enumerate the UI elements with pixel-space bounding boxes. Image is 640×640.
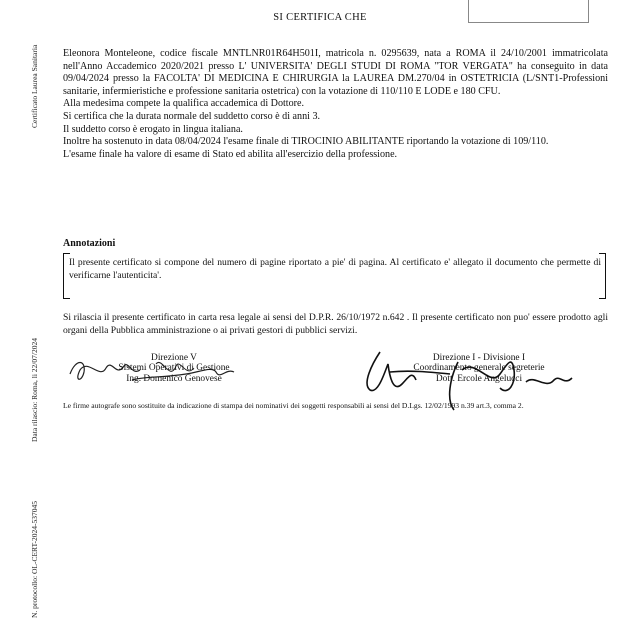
signature-left — [86, 353, 262, 384]
qualifica-line: Alla medesima compete la qualifica accademica di Dottore. — [63, 98, 305, 110]
durata-line: Si certifica che la durata normale del suddetto corso è di anni 3. — [63, 110, 321, 122]
main-paragraph: Eleonora Monteleone, codice fiscale MNTLNR01R64H501I, matricola n. 0295639, nata a ROMA il 24/10/2001 immatricolata nell'Anno Accademico 2020/2021 presso L' UNIVERSITA' DEGLI STUDI DI ROMA "TOR VERGATA" ha conseguito in data 09/04/2024 presso la FACOLTA' DI MEDICINA E CHIRURGIA la LAUREA DM.270/04 in OSTETRICIA (L/SNT1-Professioni sanitarie, infermieristiche e professione sanitaria ostetrica) con la votazione di 110/110 E LODE e 180 CFU. — [63, 48, 608, 97]
annotations-box — [63, 253, 606, 299]
tirocinio-paragraph: Inoltre ha sostenuto in data 08/04/2024 l'esame finale di TIROCINIO ABILITANTE riportando la votazione di 109/110. — [63, 136, 549, 148]
signature-right-name: Dott. Ercole Angelucci — [435, 373, 523, 384]
certificate-body — [63, 48, 608, 161]
esame-line: L'esame finale ha valore di esame di Stato ed abilita all'esercizio della professione. — [63, 148, 398, 160]
annotations-text: Il presente certificato si compone del numero di pagine riportato a pie' di pagina. Al certificato e' allegato il documento che permette di verificarne l'autenticita'. — [69, 257, 601, 281]
sidebar-certificate-type: Certificato Laurea Sanitaria — [30, 44, 39, 128]
signature-left-department: Sistemi Operativi di Gestione — [118, 363, 230, 374]
signature-right-department: Coordinamento generale segreterie — [413, 363, 545, 374]
signature-left-name: Ing. Domenico Genovese — [126, 373, 222, 384]
sidebar-issue-date: Data rilascio: Roma, li 22/07/2024 — [30, 338, 39, 442]
sidebar-protocol-number: N. protocollo: OL-CERT-2024-537045 — [30, 501, 39, 618]
annotations-title: Annotazioni — [63, 238, 116, 249]
legal-notice: Si rilascia il presente certificato in carta resa legale ai sensi del D.P.R. 26/10/1972 n.642 . Il presente certificato non puo' essere prodotto agli organi della Pubblica amministrazione o ai privati gestori di pubblici servizi. — [63, 312, 608, 336]
lingua-line: Il suddetto corso è erogato in lingua italiana. — [63, 123, 243, 135]
signature-right-office: Direzione I - Divisione I — [432, 353, 526, 363]
signature-left-office: Direzione V — [151, 353, 197, 363]
signature-right — [364, 353, 594, 384]
page-title: SI CERTIFICA CHE — [273, 12, 367, 23]
signature-legal-note: Le firme autografe sono sostituite da indicazione di stampa dei nominativi dei soggetti responsabili ai sensi del D.Lgs. 12/02/1993 n.39 art.3, comma 2. — [63, 401, 524, 410]
